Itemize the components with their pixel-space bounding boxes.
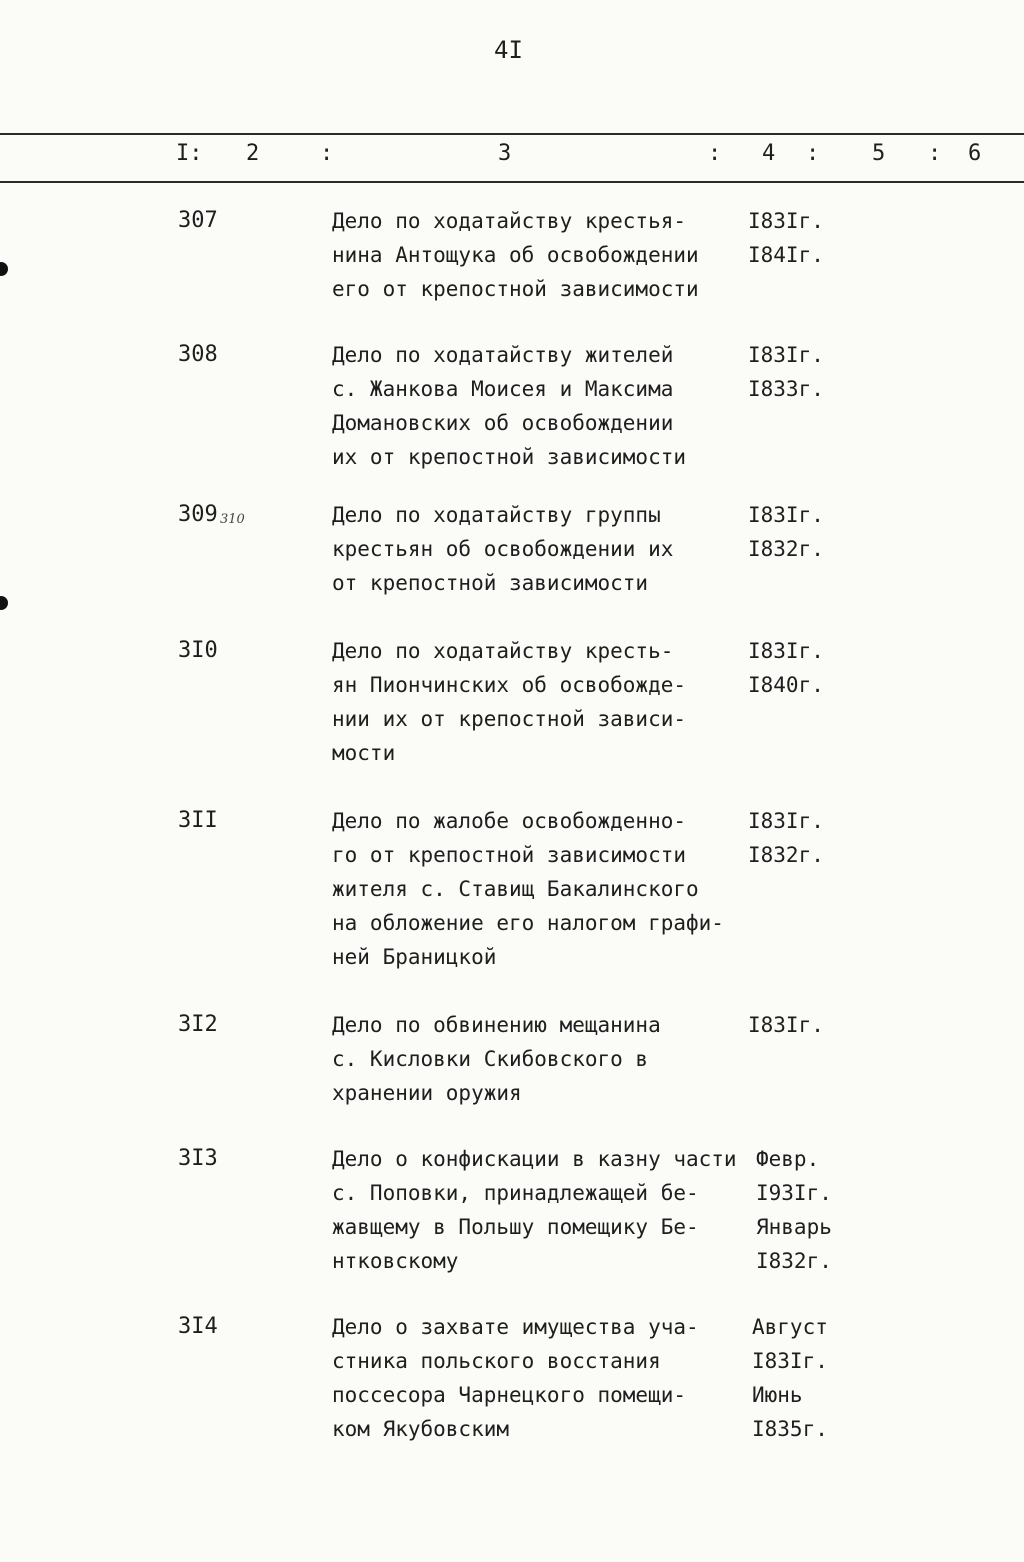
punch-hole-mark — [0, 262, 8, 276]
record-number: 3I4 — [178, 1314, 218, 1339]
record-number: 3II — [178, 808, 218, 833]
column-separator: : — [320, 141, 334, 166]
column-header-6: 6 — [968, 141, 982, 166]
punch-hole-mark — [0, 596, 8, 610]
record-description: Дело по обвинению мещанина с. Кисловки Скибовского в хранении оружия — [332, 1013, 661, 1105]
record-description: Дело по ходатайству крестья- нина Антощука об освобождении его от крепостной зависимости — [332, 209, 699, 301]
record-dates: I83Iг. I84Iг. — [748, 209, 824, 267]
column-separator: : — [708, 141, 722, 166]
header-rule-bottom — [0, 181, 1024, 183]
record-dates: I83Iг. I832г. — [748, 809, 824, 867]
record-description: Дело о захвате имущества уча- стника польского восстания поссесора Чарнецкого помещи- ком Якубовским — [332, 1315, 699, 1441]
record-dates: Август I83Iг. Июнь I835г. — [752, 1315, 828, 1441]
record-number: 3I0 — [178, 638, 218, 663]
record-dates: I83Iг. I840г. — [748, 639, 824, 697]
record-number: 307 — [178, 208, 218, 233]
record-description: Дело по жалобе освобожденно- го от крепостной зависимости жителя с. Ставищ Бакалинского на обложение его налогом графи- ней Браницкой — [332, 809, 724, 969]
record-number: 3I3 — [178, 1146, 218, 1171]
column-header-5: 5 — [872, 141, 886, 166]
record-description: Дело о конфискации в казну части с. Поповки, принадлежащей бе- жавщему в Польшу помещику Бе- нтковскому — [332, 1147, 737, 1273]
record-dates: I83Iг. — [748, 1013, 824, 1037]
record-description: Дело по ходатайству жителей с. Жанкова Моисея и Максима Домановских об освобождении их от крепостной зависимости — [332, 343, 687, 469]
record-number: 3I2 — [178, 1012, 218, 1037]
page-number: 4I — [494, 36, 523, 64]
header-rule-top — [0, 133, 1024, 135]
record-description: Дело по ходатайству группы крестьян об освобождении их от крепостной зависимости — [332, 503, 674, 595]
record-number: 308 — [178, 342, 218, 367]
record-dates: I83Iг. I833г. — [748, 343, 824, 401]
column-separator: : — [806, 141, 820, 166]
column-separator: : — [928, 141, 942, 166]
column-header-3: 3 — [498, 141, 512, 166]
column-header-1: I: — [176, 141, 203, 166]
column-header-2: 2 — [246, 141, 260, 166]
handwritten-note: 310 — [220, 512, 245, 527]
record-dates: Февр. I93Iг. Январь I832г. — [756, 1147, 832, 1273]
record-description: Дело по ходатайству кресть- ян Пиончинских об освобожде- нии их от крепостной зависи- мости — [332, 639, 687, 765]
record-number: 309 — [178, 502, 218, 527]
record-dates: I83Iг. I832г. — [748, 503, 824, 561]
column-header-4: 4 — [762, 141, 776, 166]
